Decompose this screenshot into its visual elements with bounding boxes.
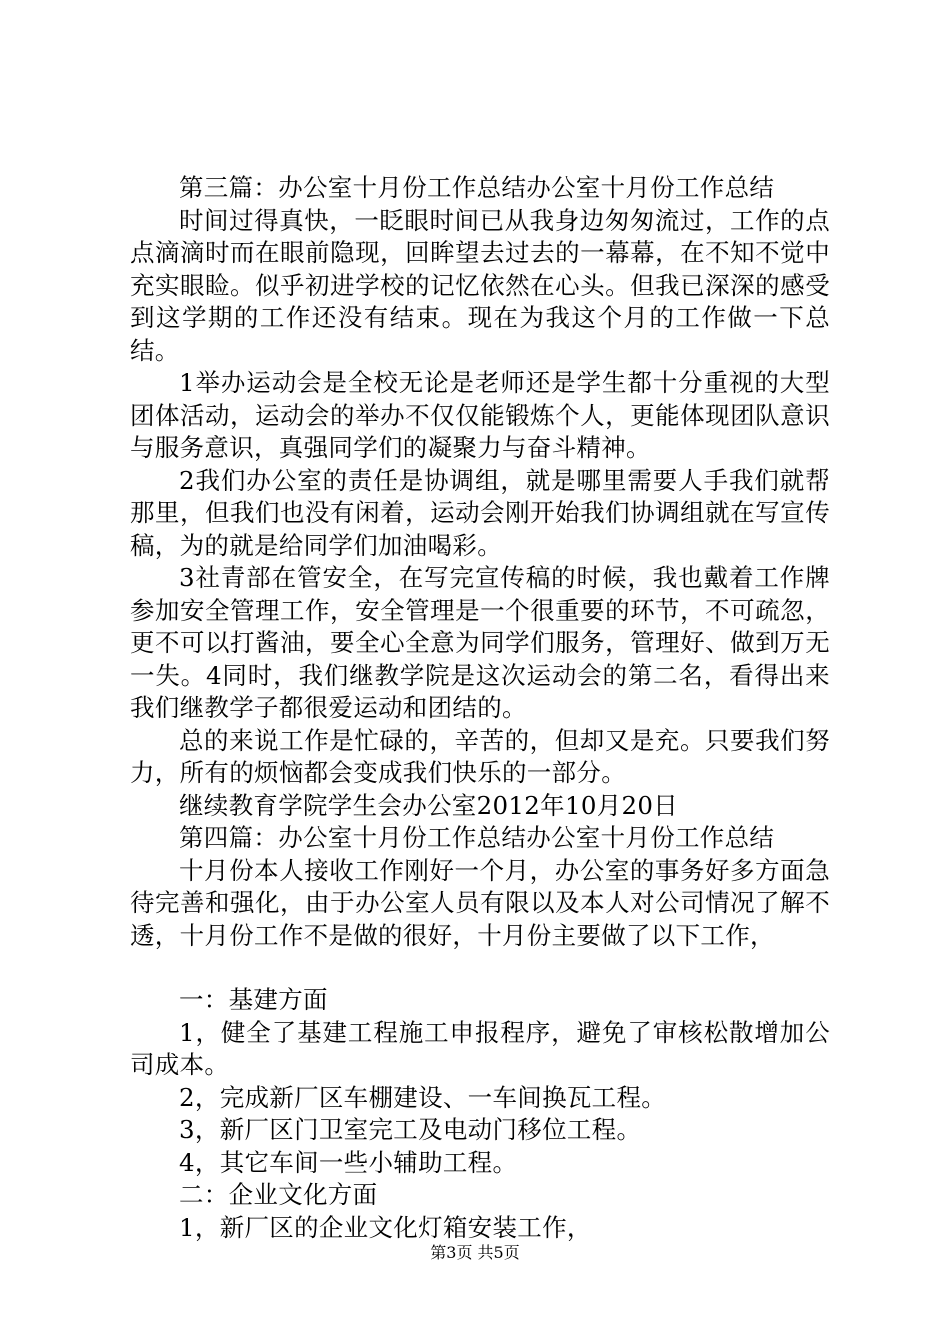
section-heading-3: 第三篇：办公室十月份工作总结办公室十月份工作总结 <box>179 173 775 202</box>
paragraph: 2我们办公室的责任是协调组，就是哪里需要人手我们就帮那里，但我们也没有闲着，运动会刚开始我们协调组就在写宣传稿，为的就是给同学们加油喝彩。 <box>130 465 830 560</box>
paragraph: 1举办运动会是全校无论是老师还是学生都十分重视的大型团体活动，运动会的举办不仅仅能锻炼个人，更能体现团队意识与服务意识，真强同学们的凝聚力与奋斗精神。 <box>130 368 830 462</box>
list-item: 3，新厂区门卫室完工及电动门移位工程。 <box>179 1115 642 1144</box>
paragraph: 时间过得真快，一眨眼时间已从我身边匆匆流过，工作的点点滴滴时而在眼前隐现，回眸望去过去的一幕幕，在不知不觉中充实眼睑。似乎初进学校的记忆依然在心头。但我已深深的感受到这学期的工作还没有结束。现在为我这个月的工作做一下总结。 <box>130 205 830 365</box>
list-item: 4，其它车间一些小辅助工程。 <box>179 1147 518 1177</box>
subheading-culture: 二：企业文化方面 <box>179 1180 378 1209</box>
subheading-infrastructure: 一：基建方面 <box>179 985 328 1014</box>
paragraph: 总的来说工作是忙碌的，辛苦的，但却又是充。只要我们努力，所有的烦恼都会变成我们快乐的一部分。 <box>130 725 830 787</box>
list-item: 1，健全了基建工程施工申报程序，避免了审核松散增加公司成本。 <box>130 1017 830 1079</box>
section-heading-4: 第四篇：办公室十月份工作总结办公室十月份工作总结 <box>179 823 775 852</box>
list-item: 1，新厂区的企业文化灯箱安装工作， <box>179 1212 592 1242</box>
paragraph: 3社青部在管安全，在写完宣传稿的时候，我也戴着工作牌参加安全管理工作，安全管理是一个很重要的环节，不可疏忽，更不可以打酱油，要全心全意为同学们服务，管理好、做到万无一失。4同时，我们继教学院是这次运动会的第二名，看得出来我们继教学子都很爱运动和团结的。 <box>130 563 830 722</box>
paragraph: 十月份本人接收工作刚好一个月，办公室的事务好多方面急待完善和强化，由于办公室人员有限以及本人对公司情况了解不透，十月份工作不是做的很好，十月份主要做了以下工作， <box>130 855 830 950</box>
list-item: 2，完成新厂区车棚建设、一车间换瓦工程。 <box>179 1082 667 1112</box>
page-footer: 第3页 共5页 <box>430 1243 520 1262</box>
signature-line: 继续教育学院学生会办公室2012年10月20日 <box>179 790 679 820</box>
document-body <box>130 172 830 1244</box>
